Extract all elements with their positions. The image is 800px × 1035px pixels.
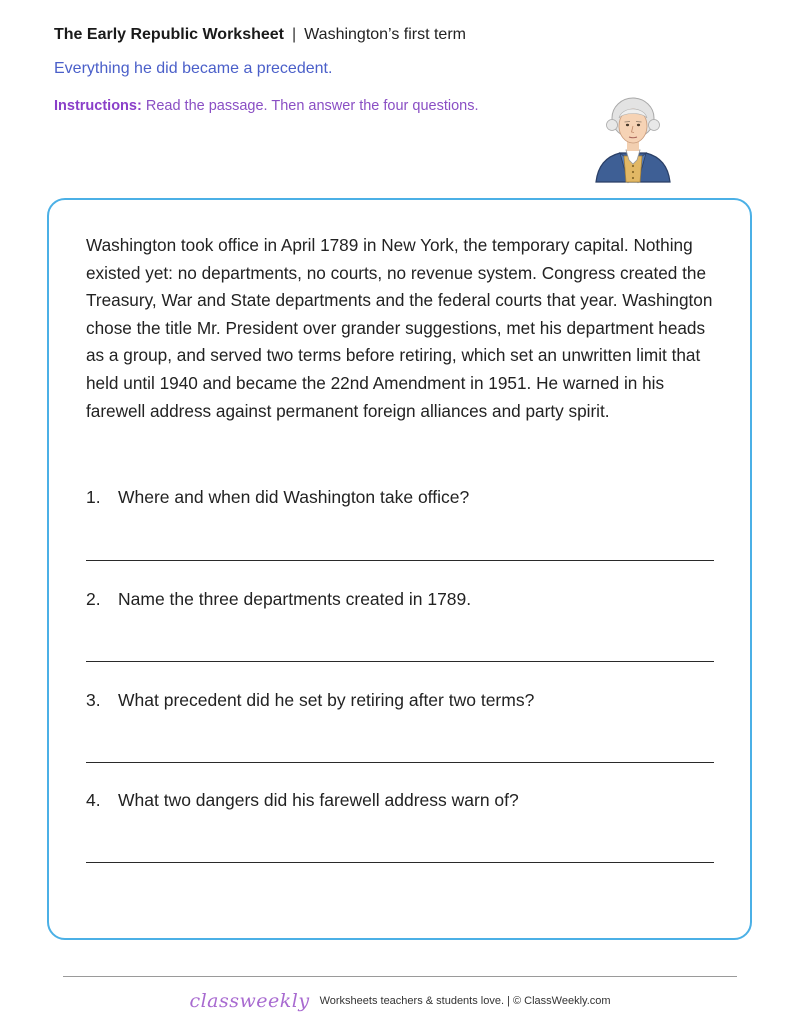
footer-tagline: Worksheets teachers & students love. | © ClassWeekly.com (319, 995, 611, 1007)
george-washington-portrait-icon (590, 92, 676, 184)
question-number: 4. (86, 790, 101, 810)
reading-passage: Washington took office in April 1789 in New York, the temporary capital. Nothing existed yet: no departments, no courts, no revenue system. Congress created the Treasury, War and State departments and the federal courts that year. Washington chose the title Mr. President over grander suggestions, met his department heads as a group, and served two terms before retiring, which set an unwritten limit that held until 1940 and became the 22nd Amendment in 1951. He warned in his farewell address against permanent foreign alliances and party spirit. (86, 235, 713, 421)
answer-line-1[interactable] (86, 560, 714, 561)
question-4 (86, 790, 519, 811)
worksheet-header (54, 26, 466, 44)
footer (0, 990, 800, 1016)
instructions-text: Read the passage. Then answer the four questions. (145, 98, 479, 114)
answer-line-2[interactable] (86, 661, 714, 662)
answer-line-3[interactable] (86, 762, 714, 763)
instructions (54, 98, 479, 114)
question-text: What two dangers did his farewell address warn of? (118, 790, 519, 810)
answer-line-4[interactable] (86, 862, 714, 863)
footer-divider (63, 976, 737, 977)
worksheet-title: The Early Republic Worksheet (54, 26, 284, 43)
worksheet-tagline: Everything he did became a precedent. (54, 60, 333, 77)
question-number: 1. (86, 487, 101, 507)
question-text: What precedent did he set by retiring after two terms? (118, 690, 535, 710)
question-text: Name the three departments created in 1789. (118, 589, 472, 609)
brand-logo: classweekly (189, 990, 310, 1012)
instructions-label: Instructions: (54, 98, 142, 114)
question-number: 3. (86, 690, 101, 710)
question-3 (86, 690, 534, 711)
question-2 (86, 589, 471, 610)
worksheet-subtitle: Washington’s first term (304, 26, 466, 43)
header-separator: | (292, 26, 297, 43)
question-1 (86, 487, 469, 508)
question-text: Where and when did Washington take office? (118, 487, 470, 507)
question-number: 2. (86, 589, 101, 609)
